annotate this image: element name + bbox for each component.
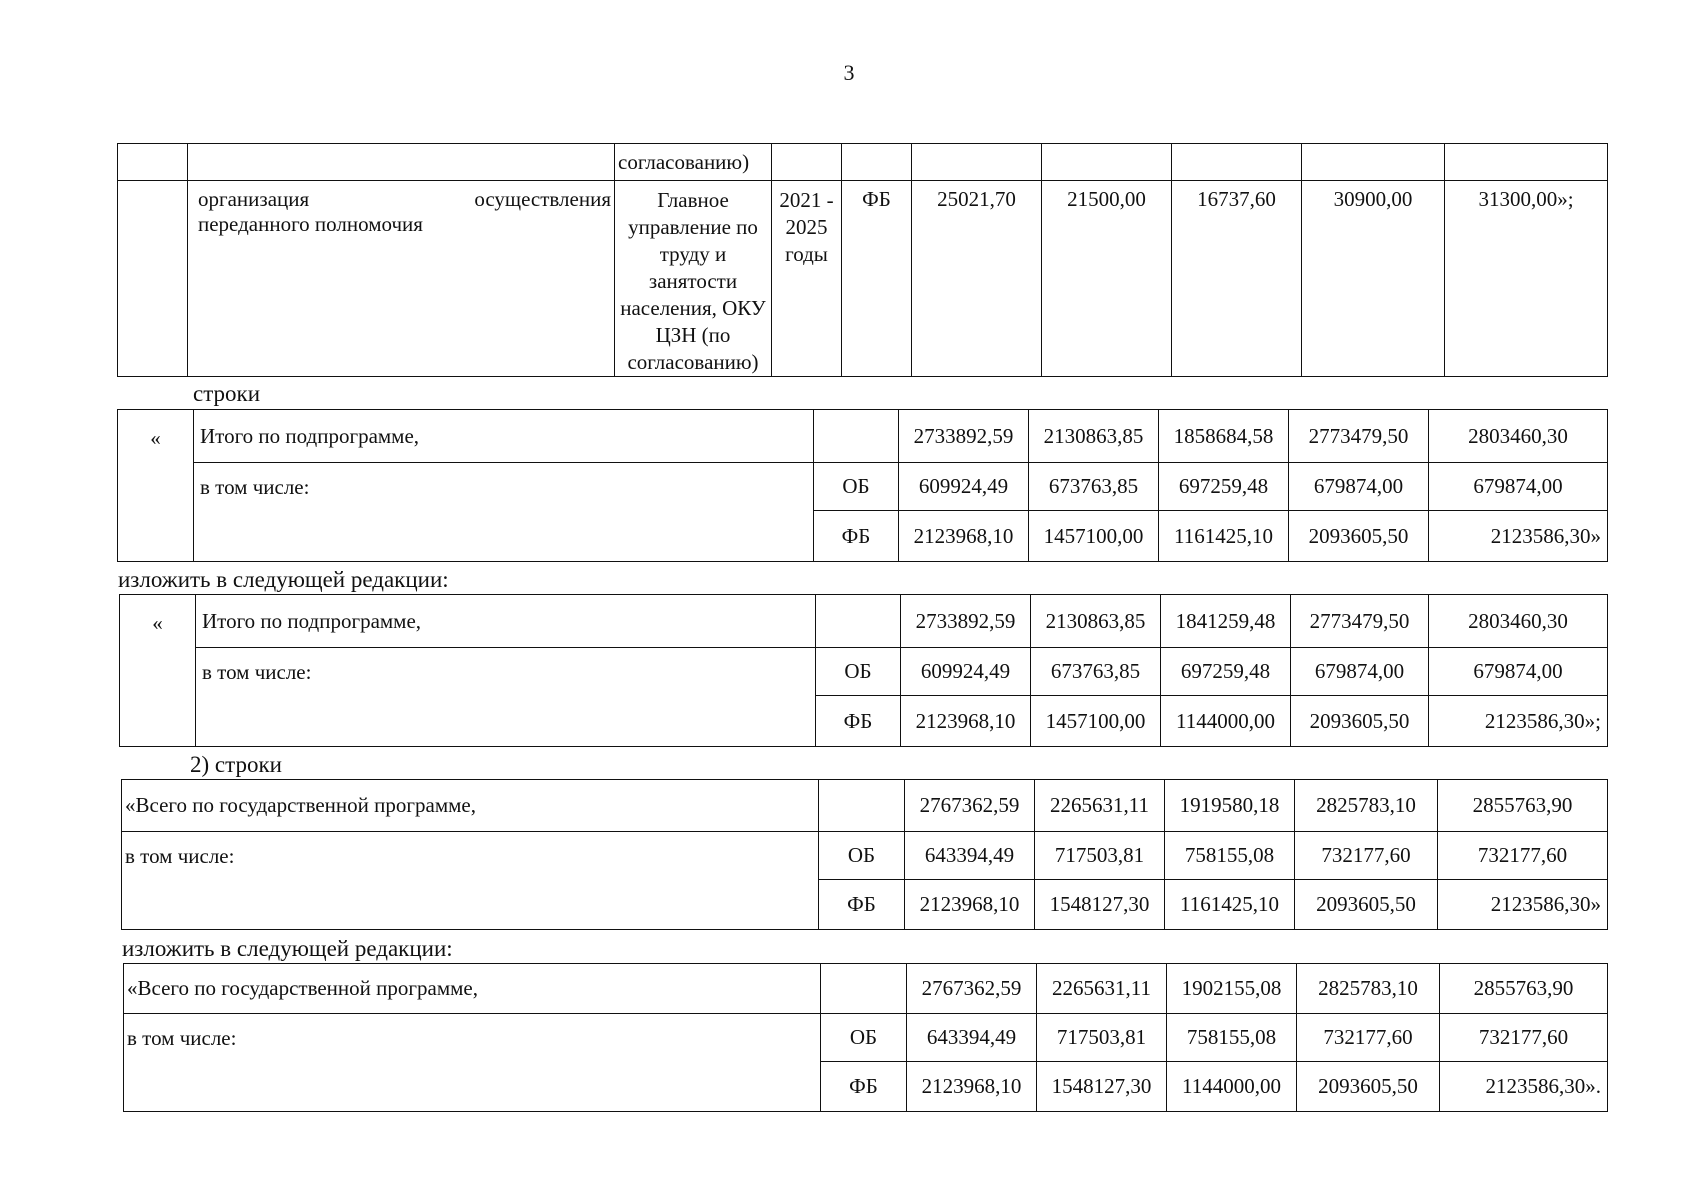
value-cell: 2733892,59 — [899, 410, 1029, 463]
funding-source: ФБ — [821, 1062, 907, 1112]
funding-source: ОБ — [816, 648, 901, 696]
value-cell: 717503,81 — [1035, 832, 1165, 880]
table-row — [118, 463, 1608, 511]
program-total-old-table — [121, 779, 1608, 930]
subprogram-total-new-table — [119, 594, 1608, 747]
value-cell: 2123968,10 — [907, 1062, 1037, 1112]
value-cell: 1548127,30 — [1035, 880, 1165, 930]
value-cell: 2803460,30 — [1429, 410, 1608, 463]
top-table-row-continuation — [118, 144, 1608, 181]
value-cell: 1144000,00 — [1161, 696, 1291, 747]
value-cell: 1144000,00 — [1167, 1062, 1297, 1112]
value-cell: 2265631,11 — [1035, 780, 1165, 832]
value-cell: 2123968,10 — [905, 880, 1035, 930]
value-cell: 679874,00 — [1429, 648, 1608, 696]
row-label: Итого по подпрограмме, — [194, 410, 814, 463]
value-cell: 2130863,85 — [1031, 595, 1161, 648]
value-cell: 732177,60 — [1297, 1014, 1440, 1062]
value-cell: 1457100,00 — [1029, 511, 1159, 562]
funding-source — [814, 410, 899, 463]
value-cell: 31300,00»; — [1445, 181, 1608, 377]
row-label: «Всего по государственной программе, — [122, 780, 819, 832]
value-cell: 679874,00 — [1429, 463, 1608, 511]
value-cell: 673763,85 — [1031, 648, 1161, 696]
value-cell: 21500,00 — [1042, 181, 1172, 377]
value-cell: 697259,48 — [1161, 648, 1291, 696]
value-cell: 2123968,10 — [901, 696, 1031, 747]
table-row — [122, 780, 1608, 832]
value-cell: 643394,49 — [907, 1014, 1037, 1062]
value-cell: 2123586,30». — [1440, 1062, 1608, 1112]
caption-new-edition-2: изложить в следующей редакции: — [122, 936, 453, 961]
row-label: в том числе: — [122, 832, 819, 930]
value-cell: 2773479,50 — [1291, 595, 1429, 648]
value-cell: 673763,85 — [1029, 463, 1159, 511]
value-cell: 1548127,30 — [1037, 1062, 1167, 1112]
executor: Главное управление по труду и занятости населения, ОКУ ЦЗН (по согласованию) — [615, 181, 772, 377]
value-cell: 2265631,11 — [1037, 964, 1167, 1014]
value-cell: 1841259,48 — [1161, 595, 1291, 648]
opening-quote: « — [120, 595, 196, 747]
funding-source — [816, 595, 901, 648]
value-cell: 2803460,30 — [1429, 595, 1608, 648]
value-cell: 2825783,10 — [1295, 780, 1438, 832]
value-cell: 1858684,58 — [1159, 410, 1289, 463]
funding-source — [821, 964, 907, 1014]
value-cell: 25021,70 — [912, 181, 1042, 377]
top-table — [117, 143, 1608, 377]
row-label: «Всего по государственной программе, — [124, 964, 821, 1014]
value-cell: 2093605,50 — [1297, 1062, 1440, 1112]
value-cell: 2093605,50 — [1289, 511, 1429, 562]
value-cell: 697259,48 — [1159, 463, 1289, 511]
opening-quote: « — [118, 410, 194, 562]
table-row — [124, 964, 1608, 1014]
value-cell: 609924,49 — [901, 648, 1031, 696]
table-row — [124, 1014, 1608, 1062]
funding-source: ОБ — [819, 832, 905, 880]
program-total-new-table — [123, 963, 1608, 1112]
funding-source: ФБ — [819, 880, 905, 930]
value-cell: 2767362,59 — [907, 964, 1037, 1014]
value-cell: 1457100,00 — [1031, 696, 1161, 747]
value-cell: 643394,49 — [905, 832, 1035, 880]
funding-source: ФБ — [816, 696, 901, 747]
value-cell: 1902155,08 — [1167, 964, 1297, 1014]
table-row — [118, 410, 1608, 463]
value-cell: 609924,49 — [899, 463, 1029, 511]
value-cell: 2093605,50 — [1291, 696, 1429, 747]
value-cell: 758155,08 — [1165, 832, 1295, 880]
table-row — [122, 832, 1608, 880]
value-cell: 732177,60 — [1440, 1014, 1608, 1062]
row-label: в том числе: — [194, 463, 814, 562]
value-cell: 2123968,10 — [899, 511, 1029, 562]
top-table-row-activity — [118, 181, 1608, 377]
funding-source: ФБ — [842, 181, 912, 377]
funding-source: ОБ — [821, 1014, 907, 1062]
value-cell: 2123586,30»; — [1429, 696, 1608, 747]
value-cell: 1919580,18 — [1165, 780, 1295, 832]
value-cell: 679874,00 — [1289, 463, 1429, 511]
value-cell: 732177,60 — [1438, 832, 1608, 880]
value-cell: 2855763,90 — [1438, 780, 1608, 832]
caption-lines: строки — [193, 381, 261, 406]
page-number: 3 — [843, 60, 855, 85]
value-cell: 2825783,10 — [1297, 964, 1440, 1014]
subprogram-total-old-table — [117, 409, 1608, 562]
value-cell: 16737,60 — [1172, 181, 1302, 377]
funding-source — [819, 780, 905, 832]
value-cell: 30900,00 — [1302, 181, 1445, 377]
value-cell: 1161425,10 — [1165, 880, 1295, 930]
executor-continuation: согласованию) — [615, 144, 772, 181]
table-row — [120, 648, 1608, 696]
row-label: Итого по подпрограмме, — [196, 595, 816, 648]
value-cell: 2773479,50 — [1289, 410, 1429, 463]
value-cell: 2123586,30» — [1438, 880, 1608, 930]
years: 2021 - 2025 годы — [772, 181, 842, 377]
row-label: в том числе: — [124, 1014, 821, 1112]
funding-source: ФБ — [814, 511, 899, 562]
value-cell: 732177,60 — [1295, 832, 1438, 880]
table-row — [120, 595, 1608, 648]
value-cell: 2130863,85 — [1029, 410, 1159, 463]
caption-new-edition: изложить в следующей редакции: — [118, 567, 449, 592]
value-cell: 717503,81 — [1037, 1014, 1167, 1062]
caption-lines-2: 2) строки — [190, 752, 282, 777]
value-cell: 758155,08 — [1167, 1014, 1297, 1062]
value-cell: 1161425,10 — [1159, 511, 1289, 562]
value-cell: 2767362,59 — [905, 780, 1035, 832]
value-cell: 2093605,50 — [1295, 880, 1438, 930]
value-cell: 679874,00 — [1291, 648, 1429, 696]
value-cell: 2855763,90 — [1440, 964, 1608, 1014]
value-cell: 2733892,59 — [901, 595, 1031, 648]
funding-source: ОБ — [814, 463, 899, 511]
activity-name: организация осуществления переданного полномочия — [188, 181, 615, 377]
row-label: в том числе: — [196, 648, 816, 747]
value-cell: 2123586,30» — [1429, 511, 1608, 562]
